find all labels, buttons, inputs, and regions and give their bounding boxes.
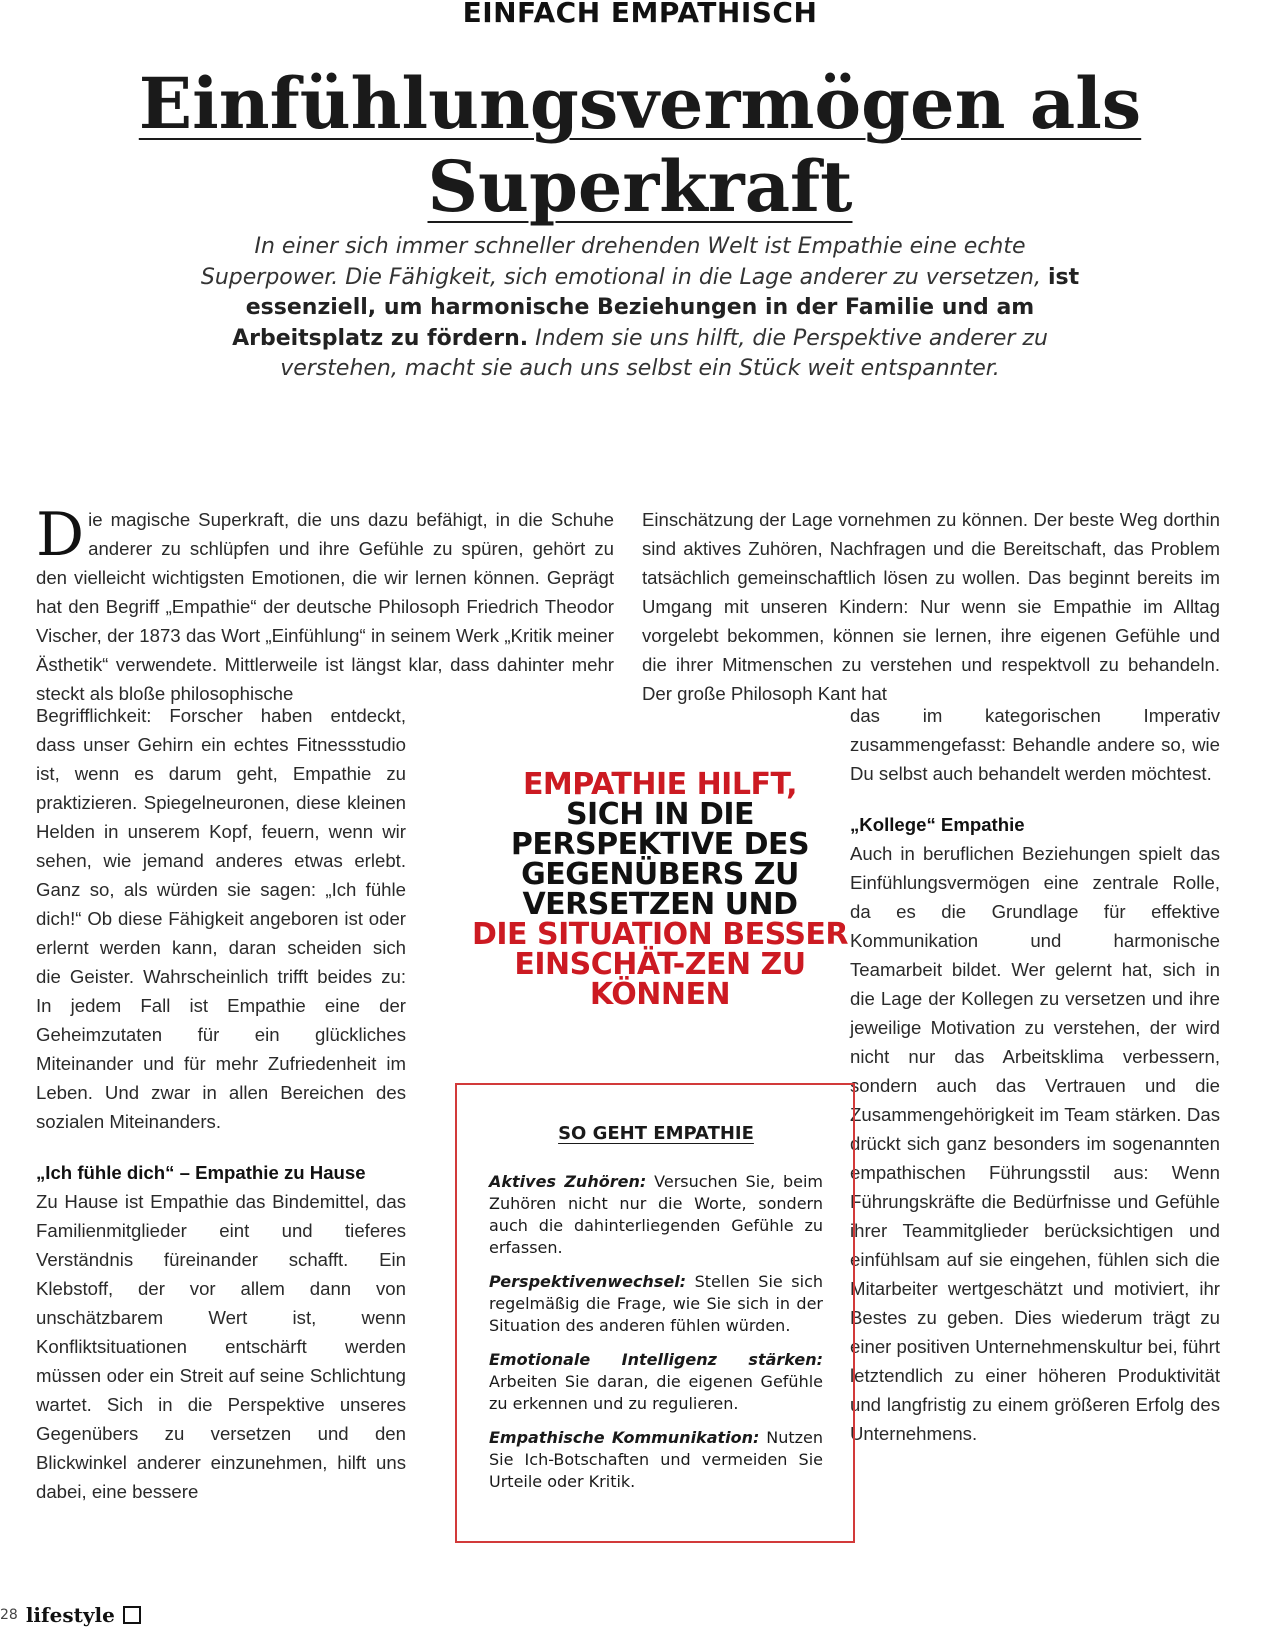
intro-text: ie magische Superkraft, die uns dazu befähigt, in die Schuhe anderer zu schlüpfen und ihre Gefühle zu spüren, gehört zu den vielleicht wichtigsten Emotionen, die wir lernen können. Geprägt hat den Begriff „Empathie“ der deutsche Philosoph Friedrich Theodor Vischer, der 1873 das Wort „Einfühlung“ in seinem Werk „Kritik meiner Ästhetik“ verwendete. Mittlerweile ist längst klar, dass dahinter mehr steckt als bloße philosophische [36, 509, 614, 704]
info-item-text: Nutzen Sie Ich-Botschaften und vermeiden Sie Urteile oder Kritik. [489, 1428, 823, 1491]
article-title-text: Einfühlungsvermögen als Superkraft [138, 62, 1142, 228]
info-item-term: Empathische Kommunikation: [489, 1428, 760, 1447]
lead-bold: ist essenziell, um harmonische Beziehungen in der Familie und am Arbeitsplatz zu fördern. [232, 264, 1080, 351]
article-title [0, 62, 1280, 228]
square-logo-icon [123, 1606, 141, 1624]
info-item-term: Aktives Zuhören: [489, 1172, 647, 1191]
subhead-work: „Kollege“ Empathie [850, 814, 1025, 835]
dropcap: D [36, 500, 85, 570]
info-item-text: Arbeiten Sie daran, die eigenen Gefühle zu erkennen und zu regulieren. [489, 1372, 823, 1413]
column-left-narrow [36, 701, 406, 1506]
page-number: 28 [0, 1607, 18, 1623]
intro-paragraph [36, 500, 614, 708]
pull-quote-red-2: DIE SITUATION BESSER EINSCHÄT-ZEN ZU KÖNNEN [471, 917, 849, 1012]
column-left-top [36, 500, 614, 708]
info-item-text: Stellen Sie sich regelmäßig die Frage, wie Sie sich in der Situation des anderen fühlen würden. [489, 1272, 824, 1335]
info-item-text: Versuchen Sie, beim Zuhören nicht nur die Worte, sondern auch die dahinterliegenden Gefühle zu erfassen. [489, 1172, 823, 1257]
column-right-top [642, 505, 1220, 708]
info-item [489, 1271, 823, 1337]
page-footer [0, 1603, 141, 1627]
home-paragraph: Zu Hause ist Empathie das Bindemittel, das Familienmitglieder eint und tieferes Verständnis füreinander schafft. Ein Klebstoff, der vor allem dann von unschätzbarem Wert ist, wenn Konfliktsituationen entschärft werden müssen oder ein Streit auf seine Schlichtung wartet. Sich in die Perspektive unseres Gegenübers zu versetzen und den Blickwinkel anderer einzunehmen, hilft uns dabei, eine bessere [36, 1191, 406, 1502]
pull-quote-red-1: EMPATHIE HILFT, [522, 767, 798, 802]
lead-part-1: In einer sich immer schneller drehenden Welt ist Empathie eine echte Superpower. Die Fähigkeit, sich emotional in die Lage anderer zu versetzen, [200, 234, 1041, 290]
right-paragraph-continued: das im kategorischen Imperativ zusammengefasst: Behandle andere so, wie Du selbst auch behandelt werden möchtest. [850, 705, 1220, 784]
left-paragraph-continued: Begrifflichkeit: Forscher haben entdeckt, dass unser Gehirn ein echtes Fitnessstudio ist, wenn es darum geht, Empathie zu praktizieren. Spiegelneuronen, diese kleinen Helden in unserem Kopf, feuern, wenn wir sehen, wie jemand anderes etwas erlebt. Ganz so, als würden sie sagen: „Ich fühle dich!“ Ob diese Fähigkeit angeboren ist oder erlernt werden kann, daran scheiden sich die Geister. Wahrscheinlich trifft beides zu: In jedem Fall ist Empathie eine der Geheimzutaten für ein glückliches Miteinander und für mehr Zufriedenheit im Leben. Und zwar in allen Bereichen des sozialen Miteinanders. [36, 705, 406, 1132]
pull-quote [455, 767, 865, 1012]
right-paragraph: Einschätzung der Lage vornehmen zu können. Der beste Weg dorthin sind aktives Zuhören, Nachfragen und die Bereitschaft, das Problem tatsächlich gemeinschaftlich lösen zu wollen. Das beginnt bereits im Umgang mit unseren Kindern: Nur wenn sie Empathie im Alltag vorgelebt bekommen, können sie lernen, ihre eigenen Gefühle und die ihrer Mitmenschen zu verstehen und respektvoll zu behandeln. Der große Philosoph Kant hat [642, 509, 1220, 704]
column-right-narrow [850, 701, 1220, 1448]
pull-quote-dark: SICH IN DIE PERSPEKTIVE DES GEGENÜBERS ZU VERSETZEN UND [510, 797, 810, 922]
lead-part-2: Indem sie uns hilft, die Perspektive anderer zu verstehen, macht sie auch uns selbst ein Stück weit entspannter. [280, 325, 1048, 381]
info-box-title: SO GEHT EMPATHIE [558, 1123, 754, 1144]
info-item [489, 1349, 823, 1415]
info-box [455, 1083, 855, 1543]
work-paragraph: Auch in beruflichen Beziehungen spielt das Einfühlungsvermögen eine zentrale Rolle, da es die Grundlage für effektive Kommunikation und harmonische Teamarbeit bildet. Wer gelernt hat, sich in die Lage der Kollegen zu versetzen und ihre jeweilige Motivation zu verstehen, der wird nicht nur das Arbeitsklima verbessern, sondern auch das Vertrauen und die Zusammengehörigkeit im Team stärken. Das drückt sich ganz besonders im sogenannten empathischen Führungsstil aus: Wenn Führungskräfte die Bedürfnisse und Gefühle ihrer Teammitglieder berücksichtigen und einfühlsam auf sie eingehen, fühlen sich die Mitarbeiter wertgeschätzt und motiviert, ihr Bestes zu geben. Dies wiederum trägt zu einer positiven Unternehmenskultur bei, führt letztendlich zu einer höheren Produktivität und langfristig zu einem größeren Erfolg des Unternehmens. [850, 843, 1221, 1444]
info-item [489, 1171, 823, 1259]
subhead-home: „Ich fühle dich“ – Empathie zu Hause [36, 1162, 366, 1183]
brand-name: lifestyle [25, 1603, 115, 1627]
lead-paragraph [196, 232, 1084, 385]
section-kicker: EINFACH EMPATHISCH [462, 0, 818, 29]
info-item [489, 1427, 823, 1493]
info-item-term: Emotionale Intelligenz stärken: [489, 1350, 823, 1369]
info-item-term: Perspektivenwechsel: [489, 1272, 687, 1291]
